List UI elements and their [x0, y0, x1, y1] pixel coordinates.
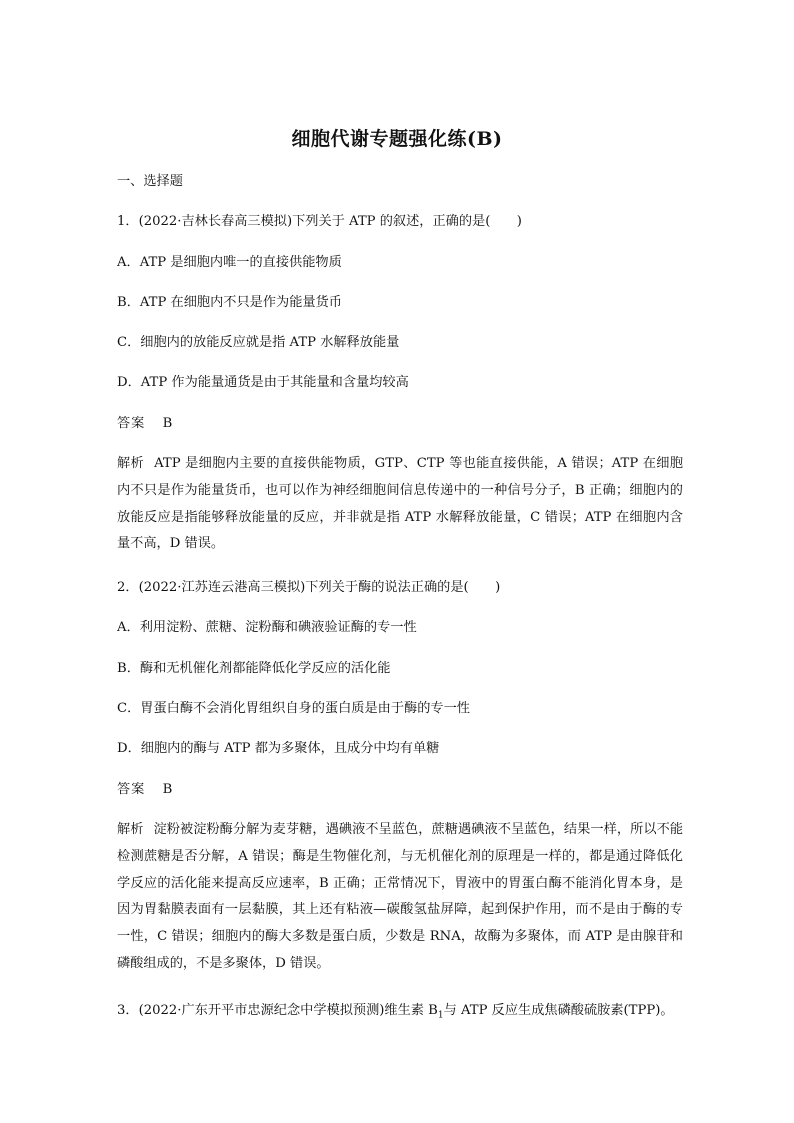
question-1-option-d: D．ATP 作为能量通货是由于其能量和含量均较高 — [117, 375, 409, 390]
answer-value: B — [162, 782, 174, 797]
question-1-option-c: C．细胞内的放能反应就是指 ATP 水解释放能量 — [117, 335, 400, 350]
question-2-analysis — [117, 817, 683, 978]
section-heading: 一、选择题 — [117, 174, 183, 189]
question-3-stem-subscript: 1 — [437, 1010, 444, 1021]
analysis-text: ATP 是细胞内主要的直接供能物质，GTP、CTP 等也能直接供能，A 错误；ATP 在细胞内不只是作为能量货币，也可以作为神经细胞间信息传递中的一种信号分子，B 正确；细胞内的放能反应是指能够释放能量的反应，并非就是指 ATP 水解释放能量，C 错误；ATP 在细胞内含量不高，D 错误。 — [117, 456, 684, 552]
question-1-option-a: A．ATP 是细胞内唯一的直接供能物质 — [117, 255, 342, 270]
question-2-option-c: C．胃蛋白酶不会消化胃组织自身的蛋白质是由于酶的专一性 — [117, 701, 470, 716]
analysis-label: 解析 — [117, 456, 145, 471]
question-2-stem: 2．(2022·江苏连云港高三模拟)下列关于酶的说法正确的是( ) — [117, 580, 501, 595]
question-1-stem: 1．(2022·吉林长春高三模拟)下列关于 ATP 的叙述，正确的是( ) — [117, 214, 522, 229]
question-3-stem-prefix: 3．(2022·广东开平市忠源纪念中学模拟预测)维生素 B — [117, 1003, 438, 1018]
question-2-answer — [117, 780, 687, 800]
question-1-answer — [117, 414, 687, 434]
question-2-option-a: A．利用淀粉、蔗糖、淀粉酶和碘液验证酶的专一性 — [117, 620, 417, 635]
question-3-stem — [117, 1001, 687, 1026]
answer-label: 答案 — [117, 416, 146, 431]
analysis-label: 解析 — [117, 822, 144, 837]
answer-value: B — [162, 416, 174, 431]
analysis-text: 淀粉被淀粉酶分解为麦芽糖，遇碘液不呈蓝色，蔗糖遇碘液不呈蓝色，结果一样，所以不能检测蔗糖是否分解，A 错误；酶是生物催化剂，与无机催化剂的原理是一样的，都是通过降低化学反应的活化能来提高反应速率，B 正确；正常情况下，胃液中的胃蛋白酶不能消化胃本身，是因为胃黏膜表面有一层黏膜，其上还有粘液—碳酸氢盐屏障，起到保护作用，而不是由于酶的专一性，C 错误；细胞内的酶大多数是蛋白质，少数是 RNA，故酶为多聚体，而 ATP 是由腺苷和磷酸组成的，不是多聚体，D 错误。 — [117, 822, 684, 971]
question-1-option-b: B．ATP 在细胞内不只是作为能量货币 — [117, 295, 342, 310]
question-2-option-b: B．酶和无机催化剂都能降低化学反应的活化能 — [117, 661, 391, 676]
question-2-option-d: D．细胞内的酶与 ATP 都为多聚体，且成分中均有单糖 — [117, 741, 440, 756]
question-1-analysis — [117, 451, 683, 558]
document-title: 细胞代谢专题强化练(B) — [291, 128, 503, 150]
answer-label: 答案 — [117, 782, 146, 797]
question-3-stem-suffix: 与 ATP 反应生成焦磷酸硫胺素(TPP)。 — [443, 1003, 674, 1018]
